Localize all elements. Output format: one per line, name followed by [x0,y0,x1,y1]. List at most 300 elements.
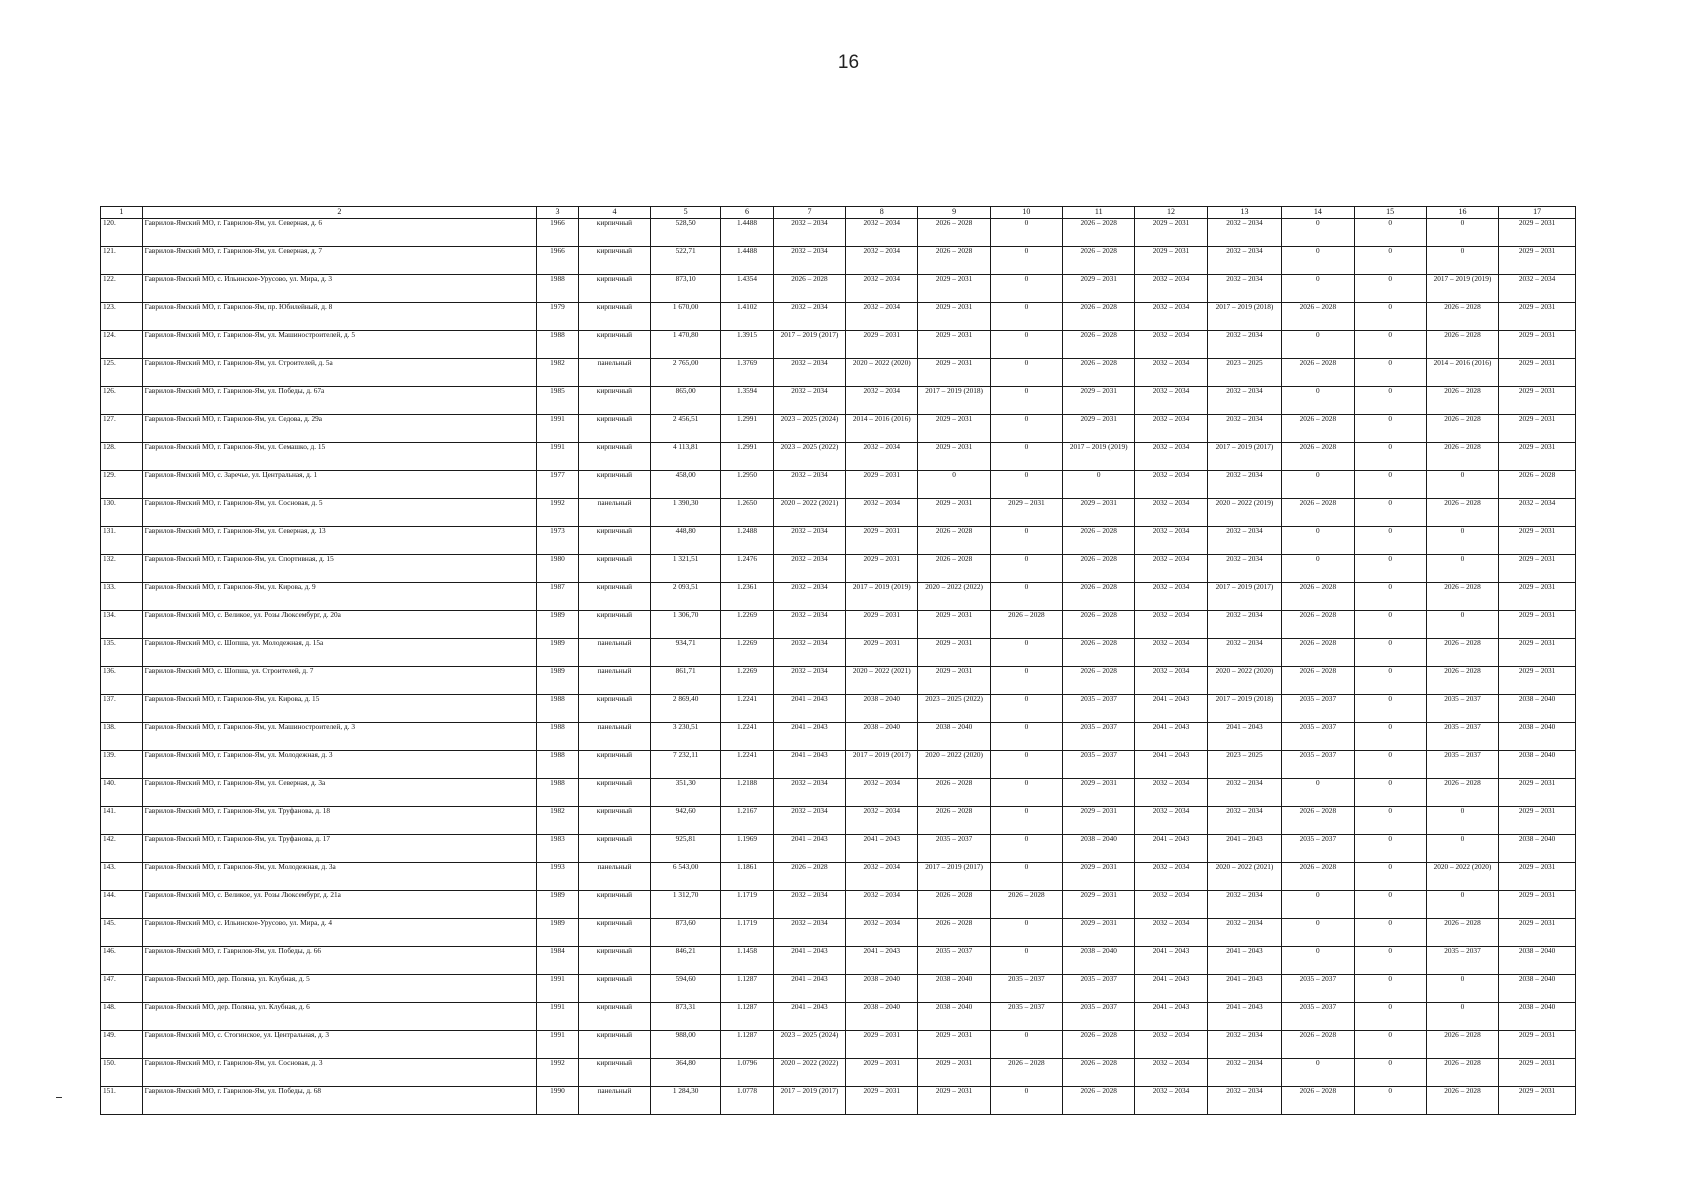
table-cell: 0 [1354,695,1426,723]
table-cell: 2026 – 2028 [773,275,845,303]
row-number: 127. [101,415,143,443]
table-cell: 2029 – 2031 [918,359,990,387]
table-cell: 0 [990,919,1062,947]
table-cell: кирпичный [578,807,650,835]
row-number: 142. [101,835,143,863]
table-cell: 2038 – 2040 [918,723,990,751]
table-cell: 2029 – 2031 [918,639,990,667]
table-cell: 2032 – 2034 [1135,891,1207,919]
table-cell: 2029 – 2031 [918,275,990,303]
column-header: 6 [721,207,774,219]
table-cell: 2029 – 2031 [1499,807,1576,835]
table-row [101,779,1576,807]
table-cell: 2029 – 2031 [1499,219,1576,247]
table-cell: 0 [990,275,1062,303]
table-cell: 2032 – 2034 [1135,331,1207,359]
row-number: 143. [101,863,143,891]
table-cell: 2032 – 2034 [1207,219,1282,247]
table-cell: 2035 – 2037 [1282,835,1354,863]
table-cell: 2029 – 2031 [1063,415,1135,443]
column-header: 8 [846,207,918,219]
address-cell: Гаврилов-Ямский МО, г. Гаврилов-Ям, ул. Кирова, д. 15 [142,695,537,723]
table-cell: 0 [1282,247,1354,275]
table-cell: 2017 – 2019 (2018) [918,387,990,415]
table-cell: 2026 – 2028 [918,891,990,919]
table-cell: 1992 [537,499,579,527]
table-cell: 2032 – 2034 [773,247,845,275]
table-cell: 2020 – 2022 (2020) [1207,667,1282,695]
table-cell: 2041 – 2043 [1207,975,1282,1003]
table-cell: 2032 – 2034 [1135,275,1207,303]
table-cell: 0 [1282,919,1354,947]
address-cell: Гаврилов-Ямский МО, дер. Поляна, ул. Клубная, д. 6 [142,1003,537,1031]
table-cell: 1.2188 [721,779,774,807]
table-cell: 0 [1354,611,1426,639]
table-cell: 0 [990,835,1062,863]
row-number: 123. [101,303,143,331]
address-cell: Гаврилов-Ямский МО, г. Гаврилов-Ям, ул. Труфанова, д. 18 [142,807,537,835]
table-cell: 1989 [537,611,579,639]
column-header: 2 [142,207,537,219]
table-cell: 1 390,30 [651,499,721,527]
table-cell: 1 284,30 [651,1087,721,1115]
address-cell: Гаврилов-Ямский МО, г. Гаврилов-Ям, ул. Молодежная, д. 3а [142,863,537,891]
table-cell: 2032 – 2034 [846,275,918,303]
table-cell: 2029 – 2031 [1063,275,1135,303]
table-cell: 0 [990,695,1062,723]
table-cell: 2041 – 2043 [1135,947,1207,975]
table-cell: 2041 – 2043 [773,751,845,779]
table-cell: 2029 – 2031 [846,527,918,555]
table-cell: 2029 – 2031 [1499,527,1576,555]
table-cell: 2029 – 2031 [846,1087,918,1115]
table-cell: 2029 – 2031 [918,331,990,359]
table-cell: 2041 – 2043 [1207,947,1282,975]
table-cell: 2023 – 2025 [1207,359,1282,387]
table-cell: 2032 – 2034 [773,583,845,611]
table-cell: панельный [578,723,650,751]
table-cell: 2026 – 2028 [1063,1087,1135,1115]
table-cell: 0 [990,387,1062,415]
table-cell: 0 [1354,583,1426,611]
table-cell: 0 [1354,835,1426,863]
table-cell: кирпичный [578,1059,650,1087]
table-cell: 2032 – 2034 [773,555,845,583]
table-row [101,1087,1576,1115]
table-cell: 2032 – 2034 [1207,247,1282,275]
table-cell: 2026 – 2028 [918,919,990,947]
table-row [101,1031,1576,1059]
address-cell: Гаврилов-Ямский МО, г. Гаврилов-Ям, ул. Северная, д. 13 [142,527,537,555]
table-cell: 2032 – 2034 [1135,611,1207,639]
table-cell: 2017 – 2019 (2017) [846,751,918,779]
table-cell: 2023 – 2025 (2022) [773,443,845,471]
table-cell: 2023 – 2025 (2022) [918,695,990,723]
table-cell: 0 [918,471,990,499]
table-row [101,275,1576,303]
table-cell: 2032 – 2034 [1207,527,1282,555]
table-cell: 1.1861 [721,863,774,891]
column-header: 11 [1063,207,1135,219]
table-cell: 1991 [537,1003,579,1031]
table-cell: 2032 – 2034 [1207,807,1282,835]
table-cell: 2038 – 2040 [1499,695,1576,723]
table-cell: 1.0778 [721,1087,774,1115]
table-cell: 2029 – 2031 [1499,611,1576,639]
table-cell: 2029 – 2031 [1499,387,1576,415]
table-cell: 0 [1426,247,1498,275]
table-cell: 2041 – 2043 [773,695,845,723]
table-cell: 2017 – 2019 (2017) [773,1087,845,1115]
table-cell: 2029 – 2031 [1135,247,1207,275]
table-cell: 2026 – 2028 [1282,639,1354,667]
table-cell: 2026 – 2028 [1426,1059,1498,1087]
table-cell: кирпичный [578,303,650,331]
table-cell: 2017 – 2019 (2017) [1207,583,1282,611]
table-cell: 1988 [537,275,579,303]
table-cell: 2029 – 2031 [918,443,990,471]
table-cell: 0 [1354,219,1426,247]
table-cell: 2032 – 2034 [1135,387,1207,415]
table-cell: 2026 – 2028 [918,807,990,835]
row-number: 125. [101,359,143,387]
table-cell: 2026 – 2028 [1426,1031,1498,1059]
table-cell: 2035 – 2037 [1282,695,1354,723]
table-cell: 1.2269 [721,667,774,695]
table-cell: 0 [1282,891,1354,919]
address-cell: Гаврилов-Ямский МО, г. Гаврилов-Ям, ул. Сосновая, д. 5 [142,499,537,527]
table-cell: 2014 – 2016 (2016) [846,415,918,443]
table-cell: 873,10 [651,275,721,303]
table-cell: 2029 – 2031 [1063,807,1135,835]
table-cell: 2038 – 2040 [846,723,918,751]
table-cell: 2041 – 2043 [1135,835,1207,863]
table-cell: 0 [1354,667,1426,695]
table-cell: 846,21 [651,947,721,975]
table-cell: 2026 – 2028 [1426,919,1498,947]
table-cell: 2029 – 2031 [1499,667,1576,695]
column-header: 15 [1354,207,1426,219]
table-cell: 2035 – 2037 [1282,723,1354,751]
table-cell: 2038 – 2040 [1499,723,1576,751]
table-cell: 0 [1282,331,1354,359]
table-cell: 0 [1426,471,1498,499]
table-cell: 0 [1282,471,1354,499]
table-cell: 1.1287 [721,975,774,1003]
table-row [101,387,1576,415]
table-cell: 1979 [537,303,579,331]
table-cell: 2026 – 2028 [1282,863,1354,891]
table-cell: 1993 [537,863,579,891]
table-cell: 1989 [537,919,579,947]
table-cell: 2032 – 2034 [846,807,918,835]
table-cell: 2026 – 2028 [773,863,845,891]
table-cell: 0 [990,555,1062,583]
table-cell: 2029 – 2031 [1499,555,1576,583]
table-cell: 2026 – 2028 [918,555,990,583]
table-cell: 0 [1354,807,1426,835]
table-row [101,527,1576,555]
table-cell: 2029 – 2031 [1499,1031,1576,1059]
row-number: 129. [101,471,143,499]
row-number: 151. [101,1087,143,1115]
table-cell: 2032 – 2034 [1135,919,1207,947]
table-cell: 2029 – 2031 [846,1031,918,1059]
column-header: 4 [578,207,650,219]
table-cell: 2029 – 2031 [1063,863,1135,891]
table-cell: 2029 – 2031 [1063,499,1135,527]
table-cell: 2029 – 2031 [846,555,918,583]
table-cell: 1.3915 [721,331,774,359]
table-row [101,1059,1576,1087]
table-cell: 2032 – 2034 [1135,443,1207,471]
table-cell: 0 [1426,1003,1498,1031]
table-cell: 2035 – 2037 [1063,975,1135,1003]
table-cell: 0 [990,639,1062,667]
table-cell: 2041 – 2043 [846,947,918,975]
table-cell: кирпичный [578,275,650,303]
table-cell: 2032 – 2034 [1135,527,1207,555]
table-cell: 2026 – 2028 [1426,303,1498,331]
table-cell: 1.2650 [721,499,774,527]
table-cell: 2035 – 2037 [990,1003,1062,1031]
table-cell: 2038 – 2040 [1499,751,1576,779]
table-cell: 2038 – 2040 [1499,1003,1576,1031]
table-cell: 0 [990,331,1062,359]
table-row [101,303,1576,331]
table-cell: 2026 – 2028 [1282,1087,1354,1115]
row-number: 136. [101,667,143,695]
table-cell: 1984 [537,947,579,975]
table-cell: кирпичный [578,1003,650,1031]
table-cell: 2038 – 2040 [846,1003,918,1031]
table-cell: 1.1719 [721,891,774,919]
table-cell: 2026 – 2028 [1282,807,1354,835]
table-cell: 2026 – 2028 [1063,667,1135,695]
table-cell: 1.2991 [721,415,774,443]
row-number: 149. [101,1031,143,1059]
address-cell: Гаврилов-Ямский МО, г. Гаврилов-Ям, ул. Молодежная, д. 3 [142,751,537,779]
row-number: 145. [101,919,143,947]
table-cell: 2041 – 2043 [1207,723,1282,751]
table-cell: 2038 – 2040 [918,1003,990,1031]
table-cell: 0 [990,219,1062,247]
table-cell: 2029 – 2031 [918,1059,990,1087]
table-cell: 0 [1426,611,1498,639]
table-cell: 0 [1354,359,1426,387]
table-cell: 861,71 [651,667,721,695]
table-cell: 0 [990,807,1062,835]
table-cell: 2032 – 2034 [1207,919,1282,947]
table-cell: 2032 – 2034 [1135,555,1207,583]
address-cell: Гаврилов-Ямский МО, г. Гаврилов-Ям, пр. Юбилейный, д. 8 [142,303,537,331]
table-cell: 2020 – 2022 (2022) [773,1059,845,1087]
row-number: 131. [101,527,143,555]
table-cell: кирпичный [578,471,650,499]
table-cell: 1988 [537,779,579,807]
table-cell: 1.2991 [721,443,774,471]
table-cell: 925,81 [651,835,721,863]
table-cell: 2026 – 2028 [1282,303,1354,331]
table-row [101,891,1576,919]
table-header-row [101,207,1576,219]
table-cell: 1983 [537,835,579,863]
table-cell: 2029 – 2031 [1499,891,1576,919]
table-cell: 1.4354 [721,275,774,303]
column-header: 5 [651,207,721,219]
table-cell: 0 [990,471,1062,499]
table-cell: 2017 – 2019 (2019) [846,583,918,611]
table-cell: 2017 – 2019 (2018) [1207,695,1282,723]
table-cell: 2026 – 2028 [1063,527,1135,555]
address-cell: Гаврилов-Ямский МО, г. Гаврилов-Ям, ул. Северная, д. 6 [142,219,537,247]
table-cell: кирпичный [578,387,650,415]
table-cell: 2032 – 2034 [1135,1031,1207,1059]
table-cell: 1989 [537,667,579,695]
table-cell: 2032 – 2034 [1207,555,1282,583]
table-cell: кирпичный [578,1031,650,1059]
table-cell: 2029 – 2031 [1499,247,1576,275]
table-cell: 2032 – 2034 [773,303,845,331]
table-cell: 1.2241 [721,723,774,751]
row-number: 144. [101,891,143,919]
table-cell: 1.1287 [721,1031,774,1059]
table-row [101,415,1576,443]
table-cell: кирпичный [578,443,650,471]
table-cell: 2038 – 2040 [846,695,918,723]
table-cell: 1988 [537,751,579,779]
table-cell: 2029 – 2031 [1499,443,1576,471]
table-cell: 2032 – 2034 [773,359,845,387]
table-cell: 2032 – 2034 [773,611,845,639]
table-cell: 2032 – 2034 [1135,807,1207,835]
table-cell: 2026 – 2028 [1282,415,1354,443]
table-cell: 4 113,81 [651,443,721,471]
table-cell: 0 [1354,555,1426,583]
table-cell: 2026 – 2028 [1426,415,1498,443]
table-cell: 2026 – 2028 [1282,359,1354,387]
table-cell: 1.2488 [721,527,774,555]
table-cell: 0 [1426,835,1498,863]
address-cell: Гаврилов-Ямский МО, г. Гаврилов-Ям, ул. Семашко, д. 15 [142,443,537,471]
address-cell: Гаврилов-Ямский МО, г. Гаврилов-Ям, ул. Кирова, д. 9 [142,583,537,611]
table-cell: 0 [990,779,1062,807]
table-cell: 2029 – 2031 [1499,779,1576,807]
table-cell: 2026 – 2028 [1063,639,1135,667]
table-cell: 1.0796 [721,1059,774,1087]
table-cell: 2032 – 2034 [1135,863,1207,891]
row-number: 120. [101,219,143,247]
table-cell: 0 [1354,1059,1426,1087]
table-cell: 1 670,00 [651,303,721,331]
column-header: 1 [101,207,143,219]
table-cell: 1.1969 [721,835,774,863]
table-cell: 2038 – 2040 [918,975,990,1003]
table-cell: 2020 – 2022 (2021) [1207,863,1282,891]
table-cell: панельный [578,667,650,695]
table-cell: 1.4102 [721,303,774,331]
table-cell: 0 [1354,891,1426,919]
table-cell: 2029 – 2031 [918,1087,990,1115]
table-cell: 2035 – 2037 [1282,975,1354,1003]
table-cell: кирпичный [578,415,650,443]
table-cell: 2035 – 2037 [1063,751,1135,779]
table-row [101,863,1576,891]
table-cell: кирпичный [578,583,650,611]
row-number: 150. [101,1059,143,1087]
address-cell: Гаврилов-Ямский МО, с. Шопша, ул. Молодежная, д. 15а [142,639,537,667]
table-row [101,499,1576,527]
table-cell: 2032 – 2034 [846,387,918,415]
table-row [101,331,1576,359]
address-cell: Гаврилов-Ямский МО, г. Гаврилов-Ям, ул. Машиностроителей, д. 3 [142,723,537,751]
table-cell: 2032 – 2034 [1207,779,1282,807]
table-cell: 594,60 [651,975,721,1003]
housing-repair-schedule-table [100,206,1576,1115]
table-cell: панельный [578,639,650,667]
address-cell: Гаврилов-Ямский МО, г. Гаврилов-Ям, ул. Спортивная, д. 15 [142,555,537,583]
table-cell: 0 [1354,387,1426,415]
table-cell: кирпичный [578,219,650,247]
column-header: 14 [1282,207,1354,219]
table-row [101,807,1576,835]
table-cell: 2032 – 2034 [1135,583,1207,611]
table-cell: 0 [1354,499,1426,527]
row-number: 147. [101,975,143,1003]
row-number: 137. [101,695,143,723]
table-cell: 2038 – 2040 [1499,835,1576,863]
table-cell: 1 306,70 [651,611,721,639]
table-cell: кирпичный [578,779,650,807]
table-cell: 2029 – 2031 [1499,359,1576,387]
table-cell: 2038 – 2040 [1063,835,1135,863]
table-cell: 2032 – 2034 [846,919,918,947]
table-cell: 6 543,00 [651,863,721,891]
table-cell: 7 232,11 [651,751,721,779]
table-cell: 1982 [537,359,579,387]
table-cell: 0 [990,359,1062,387]
table-cell: 0 [1354,779,1426,807]
table-cell: 2026 – 2028 [1282,611,1354,639]
table-cell: 2026 – 2028 [990,1059,1062,1087]
address-cell: Гаврилов-Ямский МО, г. Гаврилов-Ям, ул. Сосновая, д. 3 [142,1059,537,1087]
table-cell: 2032 – 2034 [773,527,845,555]
table-cell: 2035 – 2037 [918,835,990,863]
table-body [101,219,1576,1115]
table-cell: 2041 – 2043 [1207,1003,1282,1031]
column-header: 7 [773,207,845,219]
table-cell: 2041 – 2043 [773,947,845,975]
table-row [101,219,1576,247]
table-cell: 2026 – 2028 [1063,555,1135,583]
table-cell: 2029 – 2031 [846,611,918,639]
table-cell: 1988 [537,331,579,359]
table-cell: 0 [990,947,1062,975]
column-header: 13 [1207,207,1282,219]
table-cell: 2032 – 2034 [1135,1059,1207,1087]
table-cell: 873,60 [651,919,721,947]
table-cell: 2026 – 2028 [1426,1087,1498,1115]
table-cell: 2032 – 2034 [1135,1087,1207,1115]
table-cell: 2041 – 2043 [1135,751,1207,779]
table-cell: 2029 – 2031 [990,499,1062,527]
table-cell: 0 [1426,555,1498,583]
table-row [101,555,1576,583]
row-number: 140. [101,779,143,807]
row-number: 128. [101,443,143,471]
table-cell: 0 [1354,1003,1426,1031]
table-cell: 2032 – 2034 [846,779,918,807]
